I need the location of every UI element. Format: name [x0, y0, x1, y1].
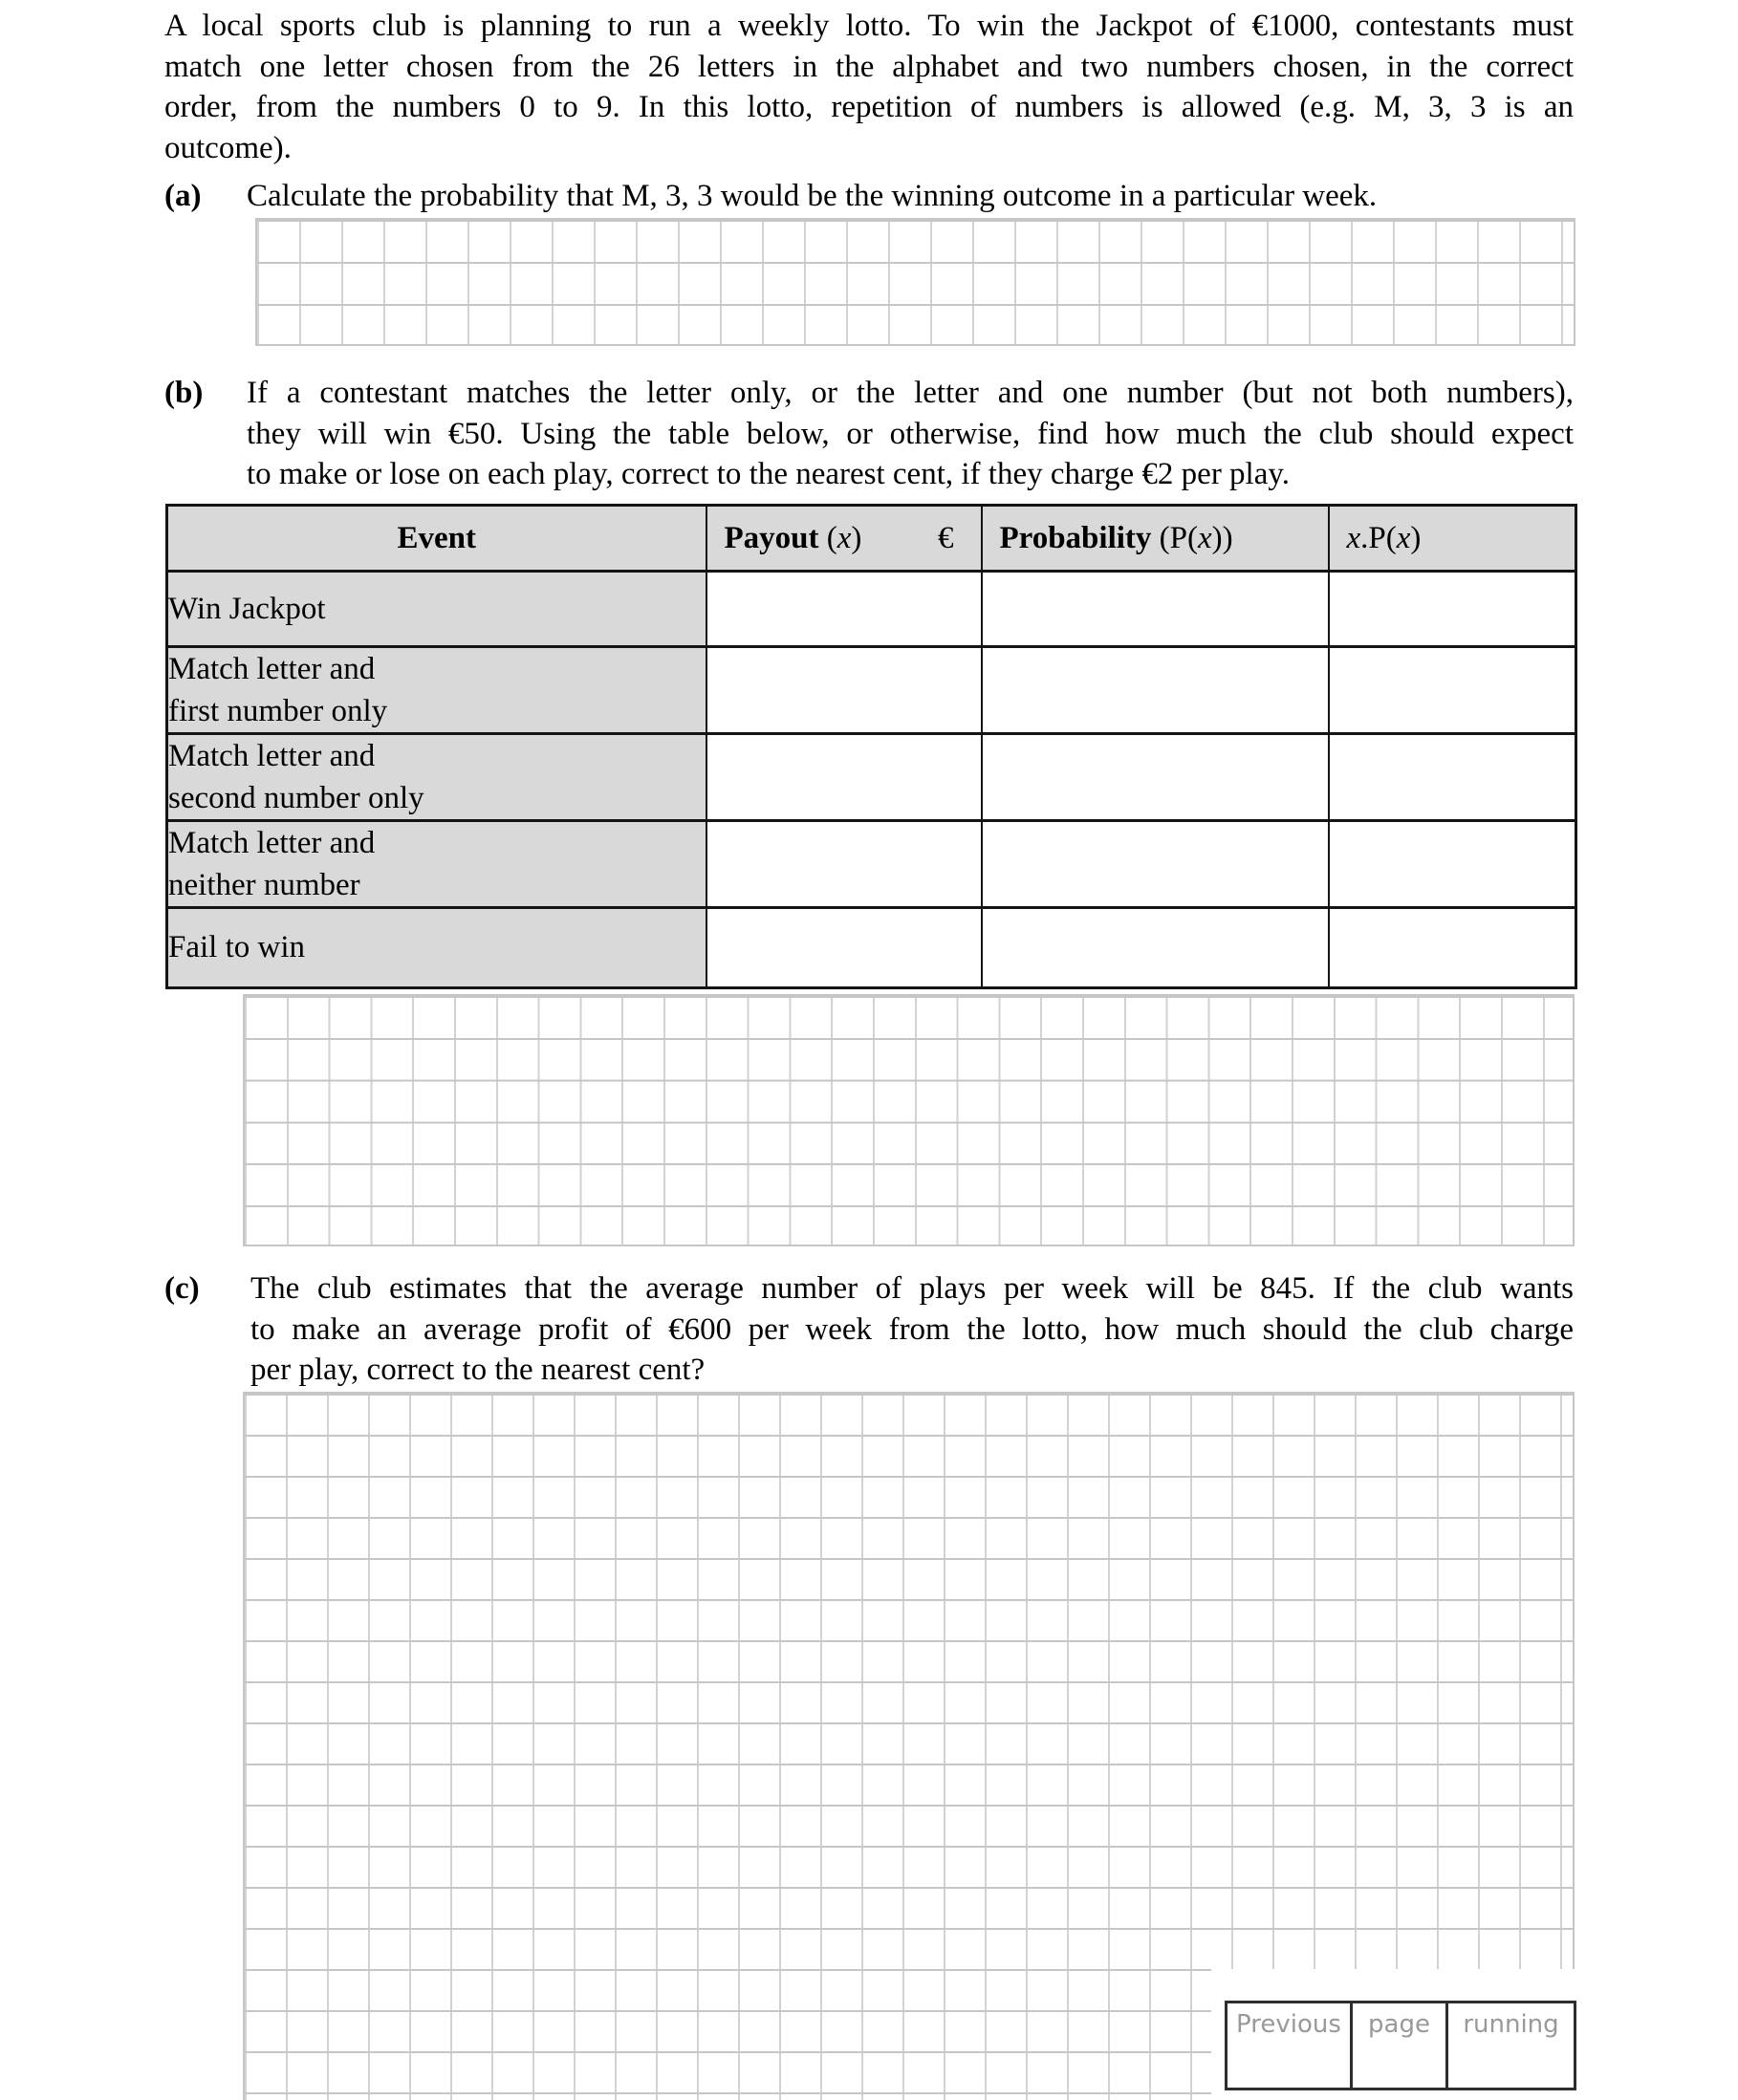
part-b-label: (b)	[164, 376, 204, 410]
page-link-label: page	[1368, 2010, 1430, 2039]
previous-link[interactable]	[1227, 2003, 1350, 2088]
intro-line: order, from the numbers 0 to 9. In this lotto, repetition of numbers is allowed (e.g. M, 3, 3 is an	[164, 90, 1574, 124]
xpx-cell-1	[1329, 647, 1576, 734]
part-c-line: to make an average profit of €600 per week from the lotto, how much should the club charge	[250, 1311, 1574, 1347]
part-c-line: per play, correct to the nearest cent?	[250, 1353, 706, 1387]
part-c-label: (c)	[164, 1271, 200, 1306]
xpx-cell-3	[1329, 821, 1576, 908]
header-probability-label: Probability	[999, 520, 1152, 555]
math-text: .P(	[1360, 520, 1397, 555]
payout-cell-3	[706, 821, 982, 908]
part-b	[164, 373, 1579, 495]
paren: )	[1410, 520, 1422, 555]
footer-nav	[1225, 2001, 1576, 2090]
running-link-label: running	[1463, 2010, 1559, 2039]
row-label-text: Fail to win	[168, 930, 306, 965]
intro-line: outcome).	[164, 130, 292, 165]
math-x: x	[836, 520, 852, 555]
header-payout	[706, 506, 982, 572]
row-label-fail-to-win	[167, 908, 706, 988]
part-c	[164, 1268, 1579, 1391]
row-label-text: Match letter and	[168, 739, 376, 773]
answer-grid-a	[255, 218, 1575, 346]
row-label-win-jackpot	[167, 572, 706, 647]
probability-cell-0	[982, 572, 1329, 647]
part-b-line: they will win €50. Using the table below, or otherwise, find how much the club should expect	[247, 416, 1574, 451]
payout-cell-1	[706, 647, 982, 734]
probability-cell-2	[982, 734, 1329, 821]
part-a-text: Calculate the probability that M, 3, 3 would be the winning outcome in a particular week.	[247, 179, 1378, 213]
probability-cell-1	[982, 647, 1329, 734]
row-label-match-second	[167, 734, 706, 821]
xpx-cell-4	[1329, 908, 1576, 988]
part-a-label: (a)	[164, 179, 202, 213]
paren: (	[826, 520, 837, 555]
math-x: x	[1396, 520, 1411, 555]
row-label-text: first number only	[168, 694, 388, 728]
payout-cell-0	[706, 572, 982, 647]
payout-cell-4	[706, 908, 982, 988]
header-probability	[982, 506, 1329, 572]
header-event-label: Event	[397, 520, 476, 555]
row-label-match-first	[167, 647, 706, 734]
euro-symbol: €	[938, 520, 954, 555]
page-link[interactable]	[1350, 2003, 1445, 2088]
row-label-text: Win Jackpot	[168, 591, 326, 626]
part-b-line: If a contestant matches the letter only, or the letter and one number (but not both numbers),	[247, 376, 1574, 410]
math-x: x	[1346, 520, 1361, 555]
row-label-text: second number only	[168, 781, 424, 815]
paren: ))	[1211, 520, 1233, 555]
paren: (P(	[1159, 520, 1199, 555]
answer-grid-b	[243, 994, 1575, 1246]
header-event	[167, 506, 706, 572]
payout-cell-2	[706, 734, 982, 821]
header-payout-label: Payout	[724, 520, 819, 555]
row-label-text: Match letter and	[168, 652, 376, 686]
probability-cell-4	[982, 908, 1329, 988]
xpx-cell-2	[1329, 734, 1576, 821]
row-label-match-neither	[167, 821, 706, 908]
running-link[interactable]	[1445, 2003, 1574, 2088]
previous-link-label: Previous	[1236, 2010, 1341, 2039]
paren: )	[851, 520, 862, 555]
intro-line: A local sports club is planning to run a weekly lotto. To win the Jackpot of €1000, contestants must	[164, 9, 1574, 43]
part-b-line: to make or lose on each play, correct to the nearest cent, if they charge €2 per play.	[247, 457, 1290, 491]
intro-line: match one letter chosen from the 26 letters in the alphabet and two numbers chosen, in the correct	[164, 49, 1574, 84]
header-xpx	[1329, 506, 1576, 572]
row-label-text: neither number	[168, 868, 360, 902]
xpx-cell-0	[1329, 572, 1576, 647]
intro-paragraph	[164, 6, 1574, 168]
part-a	[164, 176, 1579, 217]
probability-cell-3	[982, 821, 1329, 908]
part-c-line: The club estimates that the average number of plays per week will be 845. If the club wants	[250, 1271, 1574, 1306]
math-x: x	[1198, 520, 1212, 555]
payout-table	[165, 504, 1577, 989]
row-label-text: Match letter and	[168, 826, 376, 860]
